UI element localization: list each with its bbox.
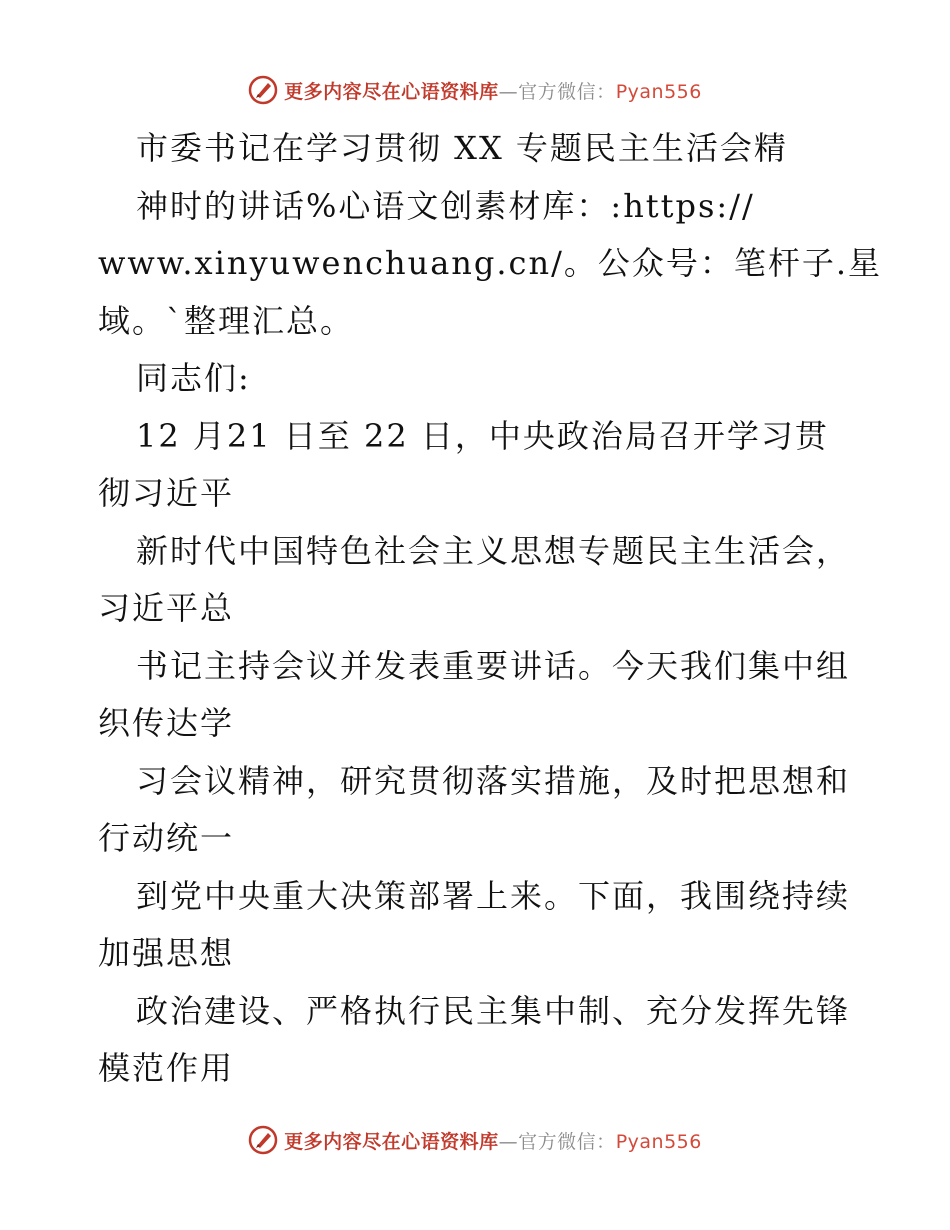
watermark-official: 官方微信：: [518, 80, 616, 103]
watermark-banner-top: [0, 70, 950, 110]
text-line: 习会议精神，研究贯彻落实措施，及时把思想和: [136, 761, 851, 800]
text-line: 新时代中国特色社会主义思想专题民主生活会，: [136, 531, 851, 570]
watermark-text: [284, 77, 702, 104]
text-line: 书记主持会议并发表重要讲话。今天我们集中组: [136, 646, 851, 685]
watermark-text: [284, 1127, 702, 1154]
watermark-lead: 更多内容尽在心语资料库: [284, 1130, 499, 1153]
watermark-account: Pyan556: [615, 1130, 702, 1153]
text-line: 习近平总: [98, 589, 235, 627]
text-line: 市委书记在学习贯彻 XX 专题民主生活会精: [136, 129, 788, 167]
text-line: 神时的讲话%心语文创素材库：:https://: [136, 186, 755, 225]
text-line: 模范作用: [98, 1049, 235, 1087]
watermark-account: Pyan556: [615, 80, 702, 103]
text-line: www.xinyuwenchuang.cn/。公众号：笔杆子.星: [98, 244, 883, 282]
watermark-dash: —: [498, 1130, 519, 1153]
watermark-banner-bottom: [0, 1120, 950, 1160]
text-line: 同志们:: [136, 359, 251, 397]
watermark-official: 官方微信：: [518, 1130, 616, 1153]
text-line: 域。`整理汇总。: [98, 301, 355, 340]
text-line: 政治建设、严格执行民主集中制、充分发挥先锋: [136, 991, 851, 1030]
watermark-lead: 更多内容尽在心语资料库: [284, 80, 499, 103]
text-line: 到党中央重大决策部署上来。下面，我围绕持续: [136, 876, 851, 915]
text-line: 加强思想: [98, 934, 235, 972]
pen-logo-icon: [248, 75, 278, 105]
text-line: 织传达学: [98, 704, 235, 742]
text-line: 行动统一: [98, 819, 235, 857]
text-line: 12 月21 日至 22 日，中央政治局召开学习贯: [136, 416, 829, 455]
text-line: 彻习近平: [98, 474, 235, 512]
document-body: [98, 120, 883, 1098]
pen-logo-icon: [248, 1125, 278, 1155]
watermark-dash: —: [498, 80, 519, 103]
